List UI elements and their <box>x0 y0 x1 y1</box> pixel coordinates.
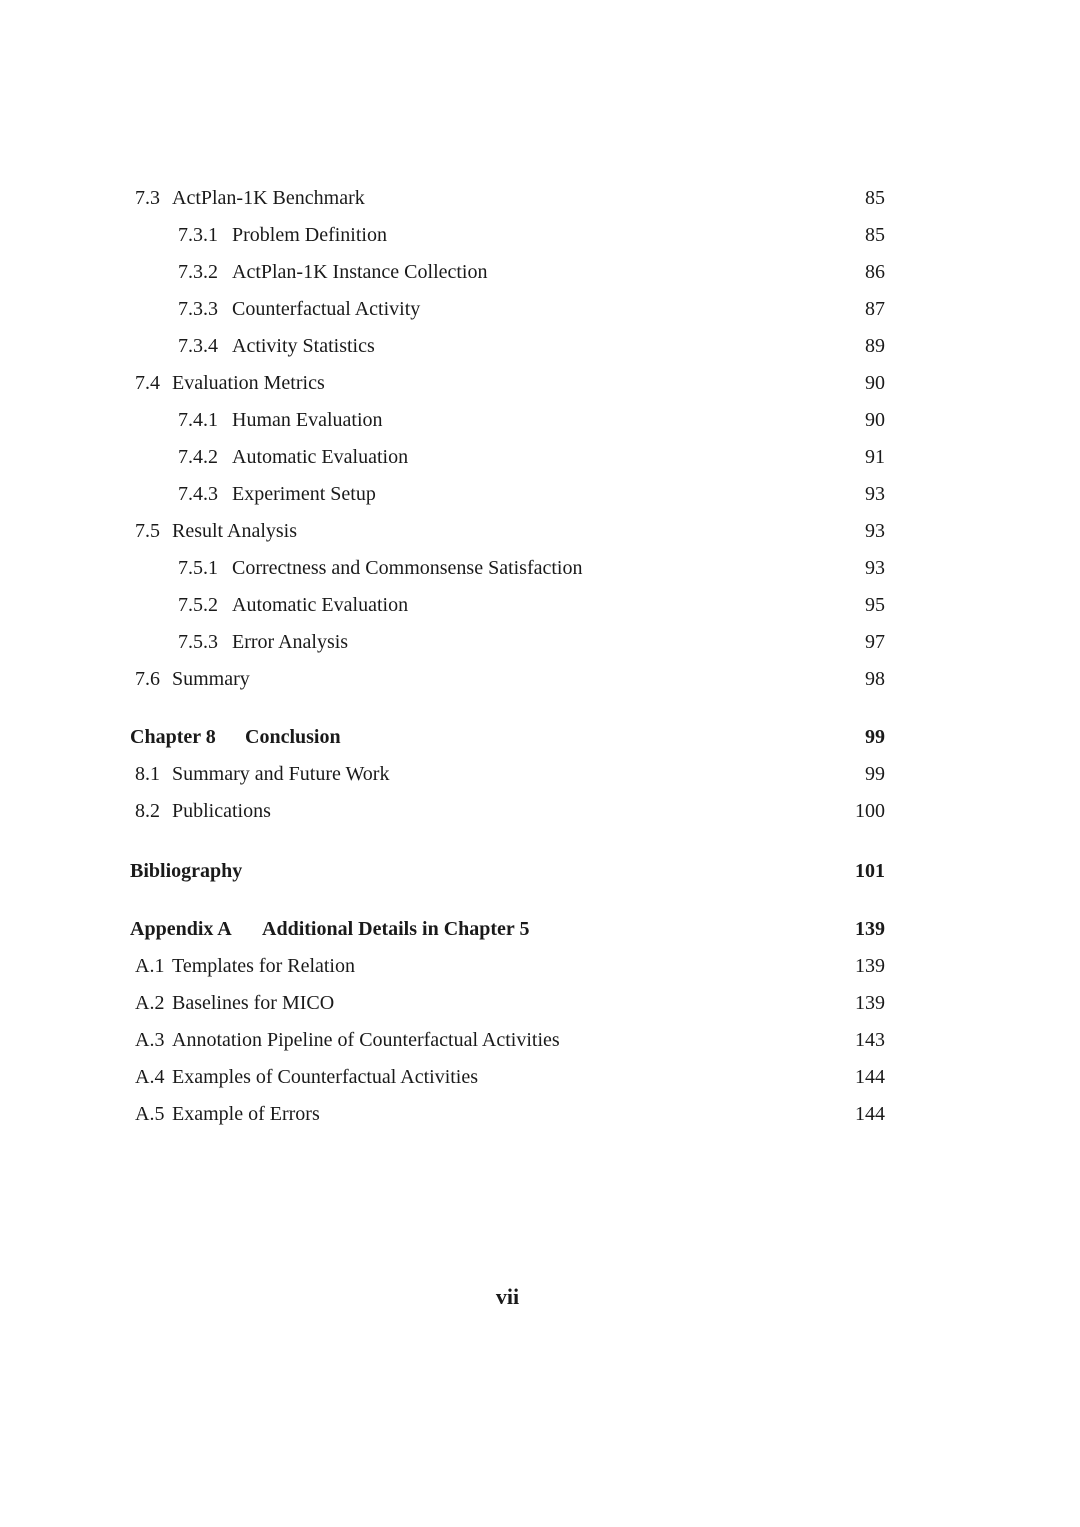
toc-entry-7-4-3[interactable] <box>0 479 1080 509</box>
page-number: 139 <box>855 992 885 1014</box>
page-number: 85 <box>865 224 885 246</box>
section-number: 8.2 <box>135 800 160 822</box>
section-title: Annotation Pipeline of Counterfactual Activities <box>172 1029 560 1051</box>
subsection-number: 7.5.3 <box>178 631 218 653</box>
page-number: 97 <box>865 631 885 653</box>
page-number: 93 <box>865 483 885 505</box>
subsection-title: ActPlan-1K Instance Collection <box>232 261 488 283</box>
section-title: Example of Errors <box>172 1103 320 1125</box>
chapter-title: Bibliography <box>130 860 243 882</box>
page-folio: vii <box>495 1284 520 1309</box>
subsection-number: 7.5.1 <box>178 557 218 579</box>
toc-entry-7-5-1[interactable] <box>0 553 1080 583</box>
section-title: Baselines for MICO <box>172 992 335 1014</box>
page-number: 99 <box>865 726 885 748</box>
page-number: 139 <box>855 955 885 977</box>
appendix-label: Appendix A <box>130 918 232 940</box>
section-number: A.2 <box>135 992 165 1014</box>
subsection-number: 7.3.1 <box>178 224 218 246</box>
subsection-number: 7.4.1 <box>178 409 218 431</box>
subsection-title: Human Evaluation <box>232 409 383 431</box>
toc-entry-7-4-1[interactable] <box>0 405 1080 435</box>
section-title: Summary <box>172 668 250 690</box>
page-number: 86 <box>865 261 885 283</box>
subsection-title: Automatic Evaluation <box>232 594 409 616</box>
toc-entry-7-3-2[interactable] <box>0 257 1080 287</box>
section-title: Result Analysis <box>172 520 298 542</box>
subsection-number: 7.3.4 <box>178 335 218 357</box>
subsection-title: Counterfactual Activity <box>232 298 421 320</box>
toc-entry-a-5[interactable] <box>0 1099 1080 1129</box>
section-number: A.4 <box>135 1066 165 1088</box>
section-title: ActPlan-1K Benchmark <box>172 187 365 209</box>
subsection-number: 7.4.2 <box>178 446 218 468</box>
toc-entry-7-4-2[interactable] <box>0 442 1080 472</box>
page-number: 85 <box>865 187 885 209</box>
chapter-title: Conclusion <box>245 726 341 748</box>
page-number: 144 <box>855 1066 885 1088</box>
toc-entry-7-4[interactable] <box>0 368 1080 398</box>
toc-entry-a-4[interactable] <box>0 1062 1080 1092</box>
subsection-number: 7.3.2 <box>178 261 218 283</box>
toc-entry-7-5-3[interactable] <box>0 627 1080 657</box>
subsection-number: 7.4.3 <box>178 483 218 505</box>
section-number: 7.4 <box>135 372 160 394</box>
subsection-number: 7.5.2 <box>178 594 218 616</box>
page-number: 139 <box>855 918 885 940</box>
page-number: 143 <box>855 1029 885 1051</box>
section-number: A.3 <box>135 1029 165 1051</box>
page-number: 91 <box>865 446 885 468</box>
section-number: 7.3 <box>135 187 160 209</box>
toc-entry-7-5[interactable] <box>0 516 1080 546</box>
section-title: Examples of Counterfactual Activities <box>172 1066 479 1088</box>
section-title: Templates for Relation <box>172 955 355 977</box>
subsection-title: Activity Statistics <box>232 335 375 357</box>
page-number: 95 <box>865 594 885 616</box>
toc-entry-7-6[interactable] <box>0 664 1080 694</box>
page-number: 89 <box>865 335 885 357</box>
toc-entry-8-2[interactable] <box>0 796 1080 826</box>
subsection-title: Automatic Evaluation <box>232 446 409 468</box>
toc-entry-a-1[interactable] <box>0 951 1080 981</box>
toc-entry-7-3-1[interactable] <box>0 220 1080 250</box>
section-title: Summary and Future Work <box>172 763 390 785</box>
subsection-title: Problem Definition <box>232 224 387 246</box>
subsection-title: Experiment Setup <box>232 483 376 505</box>
page-number: 90 <box>865 409 885 431</box>
page-number: 90 <box>865 372 885 394</box>
section-number: A.1 <box>135 955 165 977</box>
page-number: 98 <box>865 668 885 690</box>
toc-entry-chapter-8[interactable] <box>0 722 1080 752</box>
toc-entry-7-3-4[interactable] <box>0 331 1080 361</box>
section-number: 7.5 <box>135 520 160 542</box>
section-number: 7.6 <box>135 668 160 690</box>
page-number: 93 <box>865 557 885 579</box>
toc-entry-7-3[interactable] <box>0 183 1080 213</box>
toc-entry-8-1[interactable] <box>0 759 1080 789</box>
appendix-title: Additional Details in Chapter 5 <box>262 918 530 940</box>
section-title: Evaluation Metrics <box>172 372 325 394</box>
page-number: 99 <box>865 763 885 785</box>
subsection-number: 7.3.3 <box>178 298 218 320</box>
toc-entry-a-2[interactable] <box>0 988 1080 1018</box>
section-number: A.5 <box>135 1103 165 1125</box>
toc-entry-bibliography[interactable] <box>0 856 1080 886</box>
page-number: 101 <box>855 860 885 882</box>
chapter-label: Chapter 8 <box>130 726 216 748</box>
toc-entry-a-3[interactable] <box>0 1025 1080 1055</box>
toc-entry-7-5-2[interactable] <box>0 590 1080 620</box>
page-number: 144 <box>855 1103 885 1125</box>
toc-entry-7-3-3[interactable] <box>0 294 1080 324</box>
section-number: 8.1 <box>135 763 160 785</box>
page-number: 87 <box>865 298 885 320</box>
page-number: 100 <box>855 800 885 822</box>
subsection-title: Error Analysis <box>232 631 349 653</box>
page-number: 93 <box>865 520 885 542</box>
toc-entry-appendix-a[interactable] <box>0 914 1080 944</box>
section-title: Publications <box>172 800 271 822</box>
subsection-title: Correctness and Commonsense Satisfaction <box>232 557 583 579</box>
